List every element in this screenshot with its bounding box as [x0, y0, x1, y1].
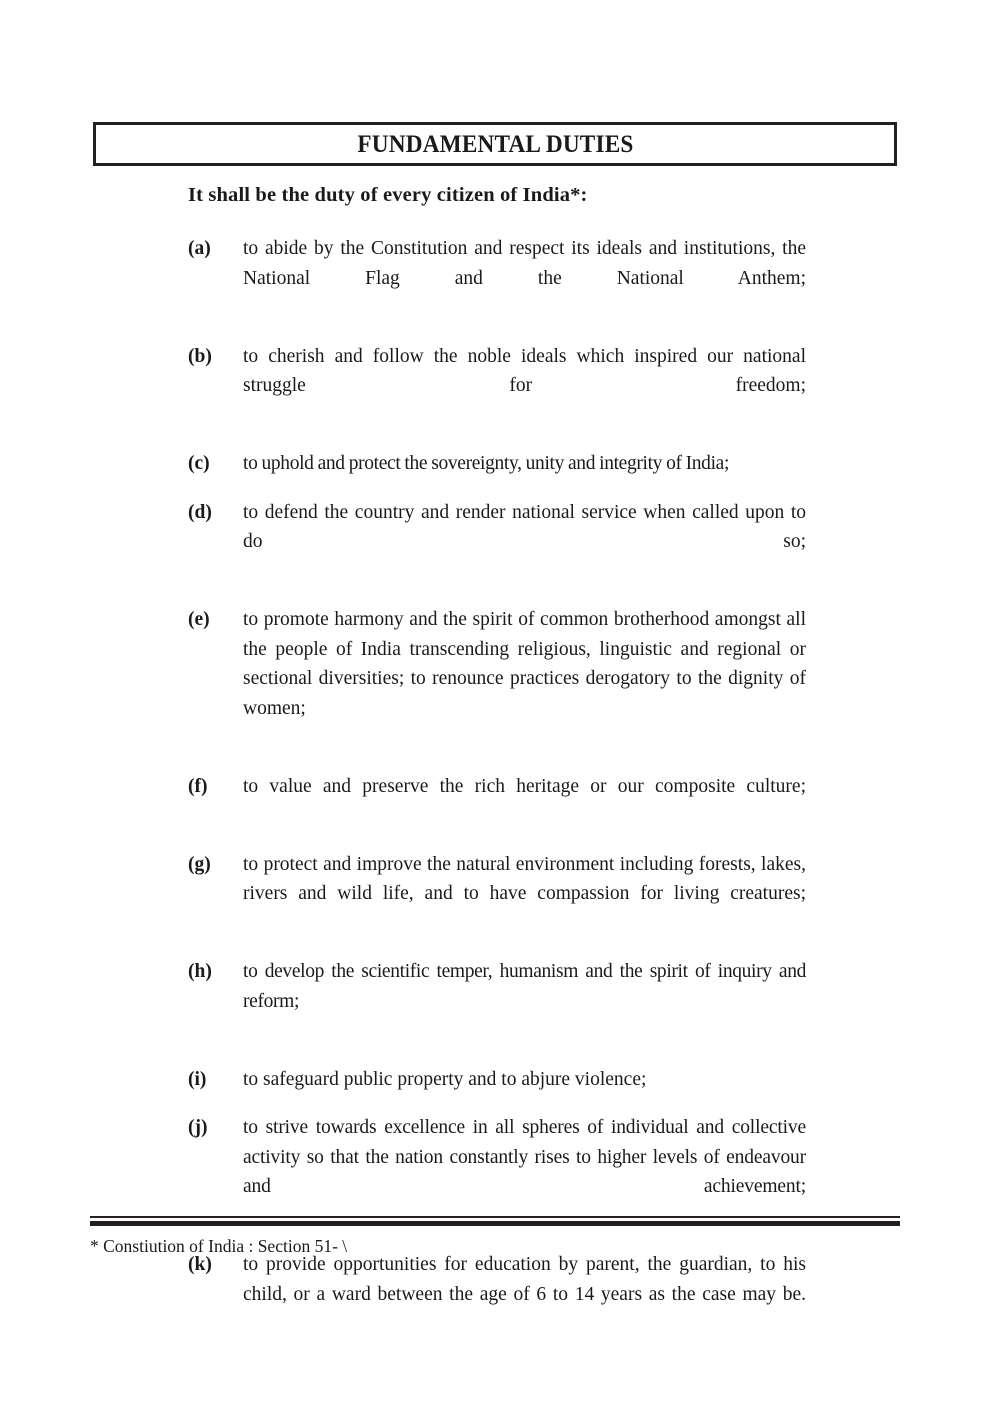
- list-item: [188, 772, 806, 831]
- footnote-source: * Constiution of India : Section 51- \: [90, 1236, 348, 1256]
- list-item: [188, 1113, 806, 1231]
- clause-text: to strive towards excellence in all spheres of individual and collective activity so that the nation constantly rises to higher levels of endeavour and achievement;: [243, 1117, 806, 1197]
- footer-divider-thick: [90, 1221, 900, 1226]
- page-title-box: [93, 122, 897, 166]
- clause-text: to develop the scientific temper, humanism and the spirit of inquiry and reform;: [243, 961, 806, 1012]
- clause-label: (f): [188, 775, 208, 797]
- clause-text: to cherish and follow the noble ideals which inspired our national struggle for freedom;: [243, 345, 806, 396]
- list-item: [188, 498, 806, 587]
- list-item: [188, 342, 806, 431]
- clause-label: (b): [188, 345, 212, 367]
- list-item: [188, 1250, 806, 1339]
- clause-text: to value and preserve the rich heritage or our composite culture;: [243, 775, 806, 797]
- clause-text: to protect and improve the natural environment including forests, lakes, rivers and wild life, and to have compassion for living creatures;: [243, 853, 806, 904]
- intro-statement: It shall be the duty of every citizen of India*:: [188, 184, 588, 206]
- clause-text: to provide opportunities for education by parent, the guardian, to his child, or a ward between the age of 6 to 14 years as the case may be.: [243, 1254, 806, 1305]
- list-item: [188, 850, 806, 939]
- clause-text: to abide by the Constitution and respect its ideals and institutions, the National Flag and the National Anthem;: [243, 238, 806, 289]
- clause-text: to promote harmony and the spirit of common brotherhood amongst all the people of India transcending religious, linguistic and regional or sectional diversities; to renounce practices derogatory to the dignity of women;: [243, 609, 806, 719]
- list-item: [188, 1065, 806, 1095]
- clause-label: (j): [188, 1117, 208, 1138]
- fundamental-duties-list: [188, 234, 806, 1339]
- clause-label: (a): [188, 238, 211, 259]
- clause-text: to safeguard public property and to abjure violence;: [243, 1068, 647, 1090]
- page-title: FUNDAMENTAL DUTIES: [356, 130, 634, 158]
- clause-label: (e): [188, 609, 210, 630]
- clause-label: (d): [188, 501, 212, 523]
- list-item: [188, 449, 806, 479]
- list-item: [188, 957, 806, 1046]
- list-item: [188, 234, 806, 323]
- list-item: [188, 605, 806, 753]
- clause-text: to uphold and protect the sovereignty, unity and integrity of India;: [243, 453, 730, 474]
- clause-label: (c): [188, 453, 210, 474]
- clause-label: (i): [188, 1068, 207, 1090]
- clause-text: to defend the country and render national service when called upon to do so;: [243, 501, 806, 552]
- clause-label: (g): [188, 853, 211, 875]
- footer-divider-thin: [90, 1216, 900, 1218]
- clause-label: (k): [188, 1254, 212, 1275]
- clause-label: (h): [188, 961, 212, 982]
